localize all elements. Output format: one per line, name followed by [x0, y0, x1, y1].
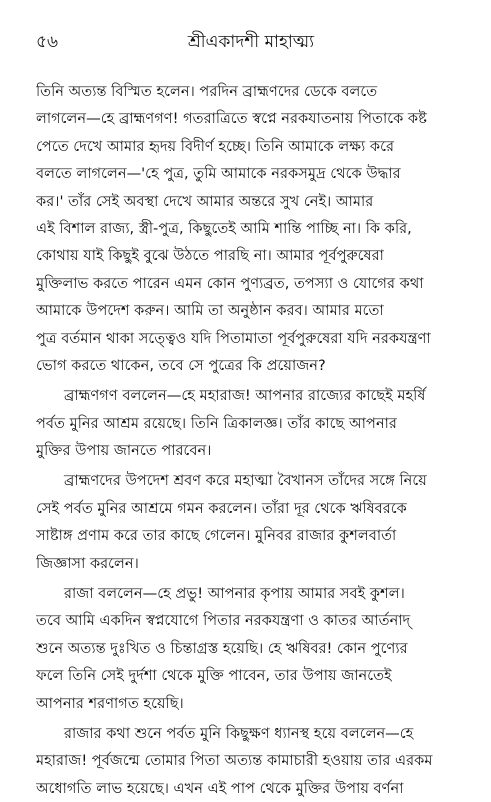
body-text — [36, 78, 468, 802]
text-line: কর।' তাঁর সেই অবস্থা দেখে আমার অন্তরে সুখ নেই। আমার — [36, 192, 374, 210]
text-line: ব্রাহ্মণদের উপদেশ শ্রবণ করে মহাত্মা বৈখানস তাঁদের সঙ্গে নিয়ে — [64, 472, 427, 490]
text-line: মুক্তিলাভ করতে পারেন এমন কোন পুণ্যব্রত, তপস্যা ও যোগের কথা — [36, 274, 424, 292]
text-line: পেতে দেখে আমার হৃদয় বিদীর্ণ হচ্ছে। তিনি আমাকে লক্ষ্য করে — [36, 137, 394, 155]
running-title: শ্রীএকাদশী মাহাত্ম্য — [187, 32, 315, 52]
paragraph — [36, 580, 468, 717]
text-line: মুক্তির উপায় জানতে পারবেন। — [36, 442, 212, 460]
text-line: রাজা বললেন—হে প্রভু! আপনার কৃপায় আমার সবই কুশল। — [64, 585, 405, 603]
text-line: লাগলেন—হে ব্রাহ্মণগণ! গতরাত্রিতে স্বপ্নে নরকযাতনায় পিতাকে কষ্ট — [36, 110, 427, 128]
text-line: তবে আমি একদিন স্বপ্নযোগে পিতার নরকযন্ত্রণা ও কাতর আর্তনাদ্ — [36, 612, 411, 630]
text-line: শুনে অত্যন্ত দুঃখিত ও চিন্তাগ্রস্ত হয়েছি। হে ঋষিবর! কোন পুণ্যের — [36, 639, 408, 657]
text-line: ফলে তিনি সেই দুর্দশা থেকে মুক্তি পাবেন, তার উপায় জানতেই — [36, 667, 392, 685]
paragraph — [36, 78, 468, 379]
text-line: কোথায় যাই কিছুই বুঝে উঠতে পারছি না। আমার পূর্বপুরুষেরা — [36, 247, 384, 265]
text-line: বলতে লাগলেন—'হে পুত্র, তুমি আমাকে নরকসমুদ্র থেকে উদ্ধার — [36, 165, 401, 183]
text-line: পর্বত মুনির আশ্রম রয়েছে। তিনি ত্রিকালজ্ঞ। তাঁর কাছে আপনার — [36, 414, 397, 432]
text-line: ভোগ করতে থাকেন, তবে সে পুত্রের কি প্রয়োজন? — [36, 356, 326, 374]
text-line: আমাকে উপদেশ করুন। আমি তা অনুষ্ঠান করব। আমার মতো — [36, 302, 384, 320]
text-line: ব্রাহ্মণগণ বললেন—হে মহারাজ! আপনার রাজ্যের কাছেই মহর্ষি — [64, 387, 426, 405]
text-line: সেই পর্বত মুনির আশ্রমে গমন করলেন। তাঁরা দূর থেকে ঋষিবরকে — [36, 499, 407, 517]
text-line: অধোগতি লাভ হয়েছে। এখন এই পাপ থেকে মুক্তির উপায় বর্ণনা — [36, 779, 404, 797]
text-line: রাজার কথা শুনে পর্বত মুনি কিছুক্ষণ ধ্যানস্থ হয়ে বললেন—হে — [64, 724, 414, 742]
paragraph — [36, 720, 468, 802]
text-line: সাষ্টাঙ্গ প্রণাম করে তার কাছে গেলেন। মুনিবর রাজার কুশলবার্তা — [36, 527, 397, 545]
text-line: পুত্র বর্তমান থাকা সত্ত্বেও যদি পিতামাতা পূর্বপুরুষেরা যদি নরকযন্ত্রণা — [36, 329, 431, 347]
text-line: তিনি অত্যন্ত বিস্মিত হলেন। পরদিন ব্রাহ্মণদের ডেকে বলতে — [36, 83, 378, 100]
text-line: এই বিশাল রাজ্য, স্ত্রী-পুত্র, কিছুতেই আমি শান্তি পাচ্ছি না। কি করি, — [36, 219, 412, 237]
text-line: জিজ্ঞাসা করলেন। — [36, 554, 139, 572]
text-line: মহারাজ! পূর্বজন্মে তোমার পিতা অত্যন্ত কামাচারী হওয়ায় তার এরকম — [36, 752, 433, 770]
page-header — [36, 30, 466, 56]
paragraph — [36, 467, 468, 577]
page-number: ৫৬ — [36, 32, 59, 52]
paragraph — [36, 382, 468, 464]
text-line: আপনার শরণাগত হয়েছি। — [36, 694, 184, 712]
